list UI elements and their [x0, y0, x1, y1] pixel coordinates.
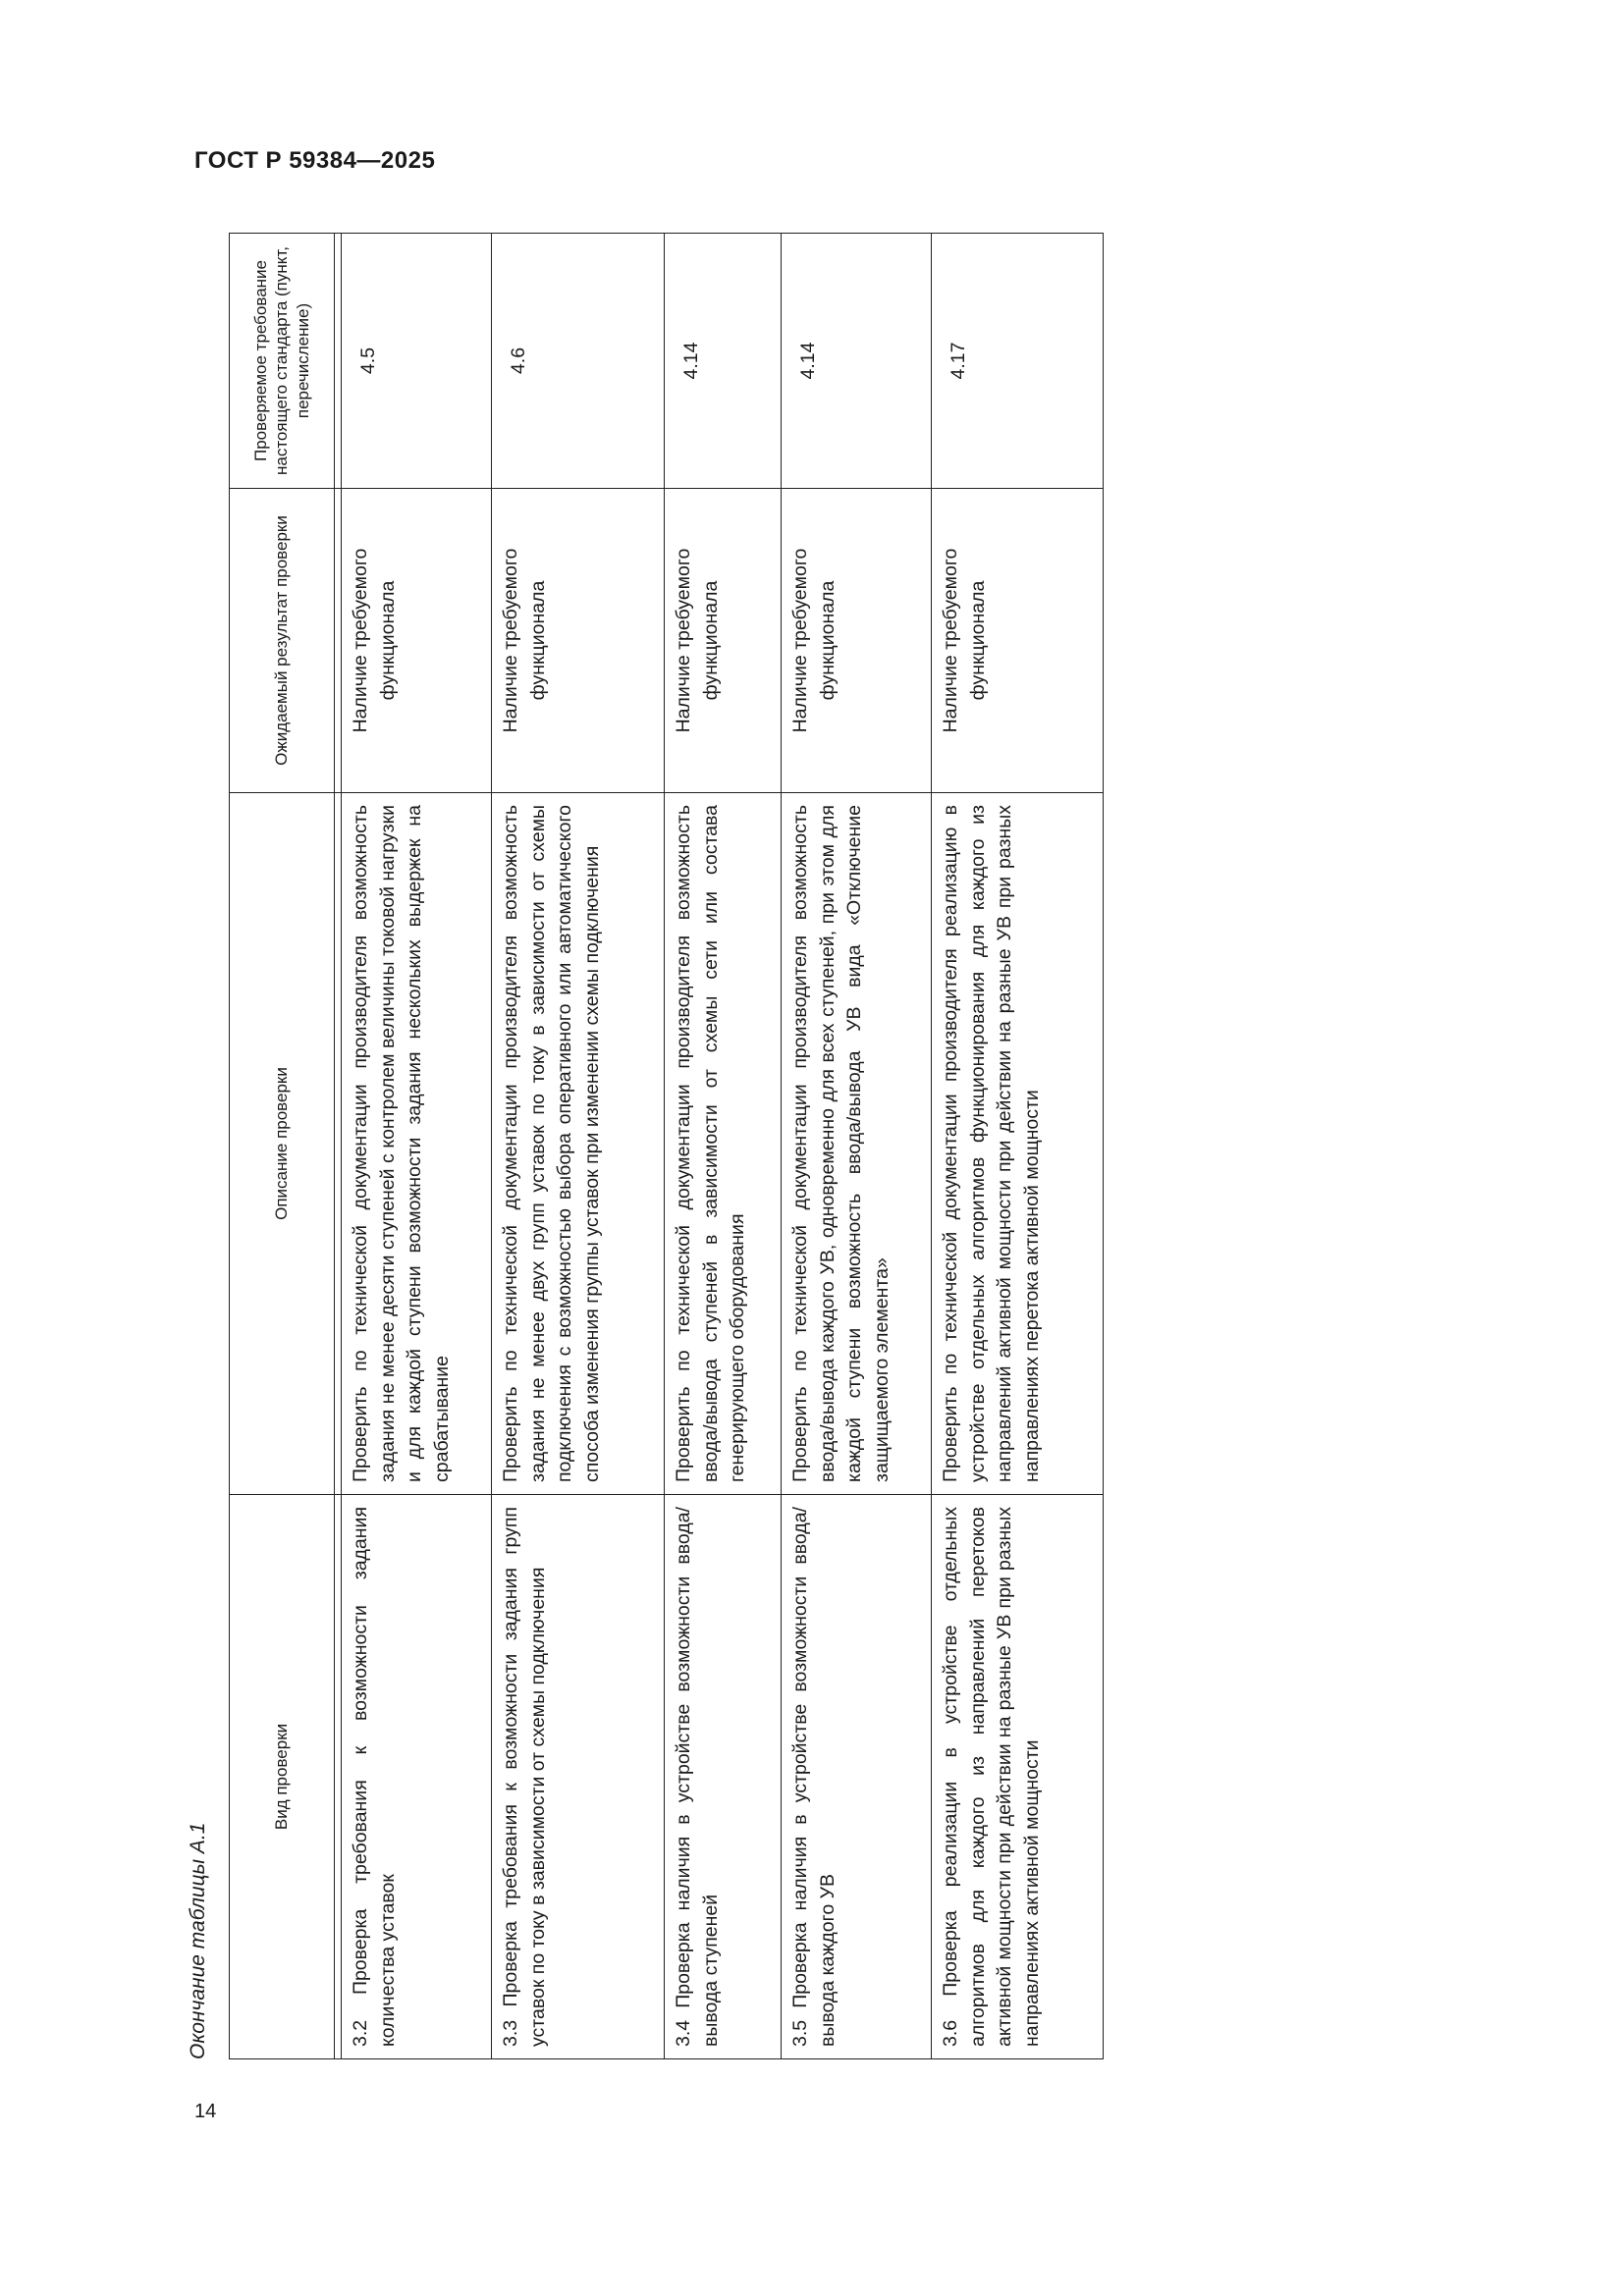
rotated-table-block: [188, 234, 1091, 2059]
table-row: [932, 234, 1104, 2059]
cell-result: Наличие требуемого функционала: [665, 489, 782, 793]
header-cell-result: Ожидаемый результат проверки: [230, 489, 335, 793]
header-cell-type: Вид проверки: [230, 1495, 335, 2059]
cell-description: Проверить по технической документации производителя возможность ввода/вывода каждого УВ, одновременно для всех ступеней, при этом для каждой ступени возможность ввода/вывода УВ вида «Отключение защищаемого элемента»: [782, 793, 932, 1495]
document-header: ГОСТ Р 59384—2025: [194, 147, 436, 174]
cell-type: 3.3 Проверка требования к возможности задания групп уставок по току в зависимости от схемы подключения: [492, 1495, 665, 2059]
cell-description: Проверить по технической документации производителя возможность задания не менее двух групп уставок по току в зависимости от схемы подключения с возможностью выбора оперативного или автоматического способа изменения группы уставок при изменении схемы подключения: [492, 793, 665, 1495]
table-row: [782, 234, 932, 2059]
cell-requirement: 4.6: [492, 234, 665, 489]
requirements-table: [229, 233, 1104, 2059]
table-row: [342, 234, 492, 2059]
cell-result: Наличие требуемого функционала: [782, 489, 932, 793]
cell-type: 3.4 Проверка наличия в устройстве возможности ввода/вывода ступеней: [665, 1495, 782, 2059]
table-caption: Окончание таблицы А.1: [187, 1822, 209, 2059]
cell-description: Проверить по технической документации производителя реализацию в устройстве отдельных алгоритмов функционирования для каждого из направлений активной мощности при действии на разные УВ при разных направлениях перетока активной мощности: [932, 793, 1104, 1495]
cell-type: 3.5 Проверка наличия в устройстве возможности ввода/вывода каждого УВ: [782, 1495, 932, 2059]
header-divider-row: [335, 234, 342, 2059]
cell-requirement: 4.5: [342, 234, 492, 489]
cell-requirement: 4.14: [665, 234, 782, 489]
cell-requirement: 4.14: [782, 234, 932, 489]
header-cell-description: Описание проверки: [230, 793, 335, 1495]
cell-type: 3.2 Проверка требования к возможности задания количества уставок: [342, 1495, 492, 2059]
table-row: [665, 234, 782, 2059]
cell-description: Проверить по технической документации производителя возможность задания не менее десяти ступеней с контролем величины токовой нагрузки и для каждой ступени возможности задания нескольких выдержек на срабатывание: [342, 793, 492, 1495]
table-row: [492, 234, 665, 2059]
cell-result: Наличие требуемого функционала: [492, 489, 665, 793]
cell-result: Наличие требуемого функционала: [932, 489, 1104, 793]
cell-requirement: 4.17: [932, 234, 1104, 489]
cell-type: 3.6 Проверка реализации в устройстве отдельных алгоритмов для каждого из направлений перетоков активной мощности при действии на разные УВ при разных направлениях активной мощности: [932, 1495, 1104, 2059]
table-header-row: [230, 234, 335, 2059]
page-number: 14: [194, 2101, 217, 2122]
cell-description: Проверить по технической документации производителя возможность ввода/вывода ступеней в зависимости от схемы сети или состава генерирующего оборудования: [665, 793, 782, 1495]
cell-result: Наличие требуемого функционала: [342, 489, 492, 793]
header-cell-requirement: Проверяемое требование настоящего стандарта (пункт, перечисление): [230, 234, 335, 489]
